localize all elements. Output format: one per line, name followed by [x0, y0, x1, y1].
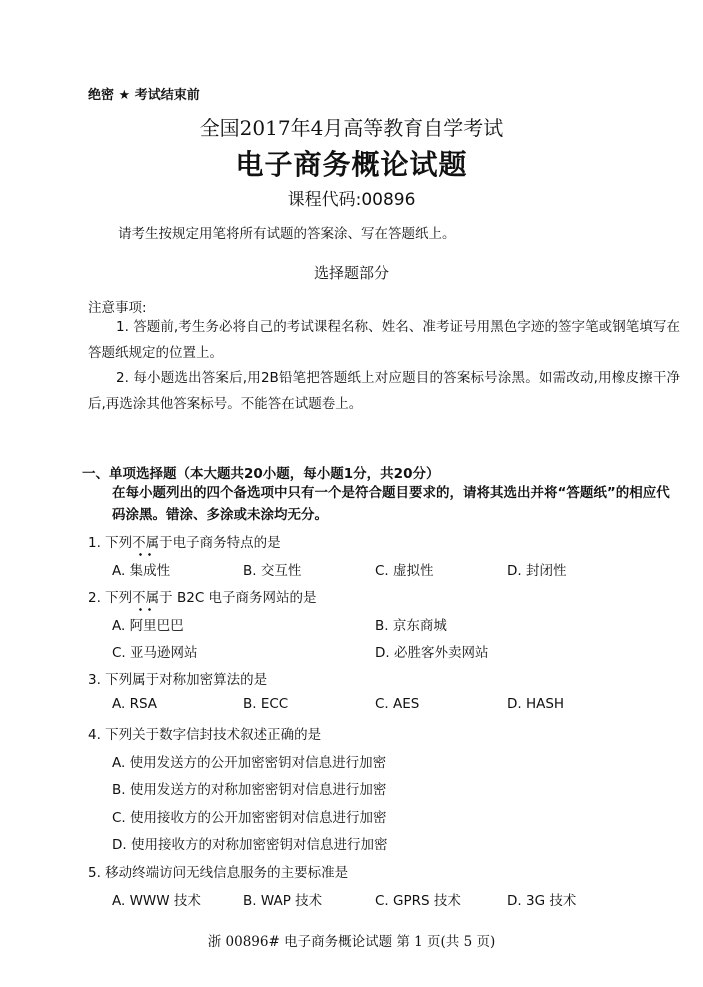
course-code: 课程代码:00896: [287, 190, 416, 210]
question-option: D. 3G 技术: [507, 893, 577, 909]
question-stem: 3. 下列属于对称加密算法的是: [88, 672, 268, 688]
question-option: B. ECC: [243, 696, 289, 712]
question-option: B. WAP 技术: [243, 893, 323, 909]
question-option: D. 必胜客外卖网站: [375, 645, 489, 661]
question-option: C. 虚拟性: [375, 563, 434, 579]
question-option: B. 京东商城: [375, 618, 447, 634]
question-option: C. AES: [375, 696, 420, 712]
question-stem: 1. 下列不属于电子商务特点的是: [88, 531, 281, 551]
question-option: C. 亚马逊网站: [112, 645, 198, 661]
answer-instruction: 请考生按规定用笔将所有试题的答案涂、写在答题纸上。: [118, 226, 456, 242]
confidential-label: 绝密 ★ 考试结束前: [88, 88, 200, 103]
part-description: 在每小题列出的四个备选项中只有一个是符合题目要求的，请将其选出并将“答题纸”的相应代码涂黑。错涂、多涂或未涂均无分。: [112, 485, 670, 523]
question-option: A. RSA: [112, 696, 158, 712]
question-option: A. 集成性: [112, 563, 171, 579]
question-stem: 4. 下列关于数字信封技术叙述正确的是: [88, 727, 322, 743]
question-stem: 2. 下列不属于 B2C 电子商务网站的是: [88, 586, 317, 606]
emphasis-dots: 不属: [132, 586, 159, 606]
emphasis-dots: 不属: [132, 531, 159, 551]
question-option: B. 交互性: [243, 563, 302, 579]
notes-title: 注意事项:: [88, 300, 147, 316]
question-option: D. 使用接收方的对称加密密钥对信息进行加密: [112, 837, 388, 853]
subject-title: 电子商务概论试题: [235, 148, 468, 181]
question-option: A. 使用发送方的公开加密密钥对信息进行加密: [112, 755, 387, 771]
note-item: 1. 答题前,考生务必将自己的考试课程名称、姓名、准考证号用黑色字迹的签字笔或钢笔填写在答题纸规定的位置上。: [88, 319, 680, 361]
question-option: D. 封闭性: [507, 563, 567, 579]
question-option: A. WWW 技术: [112, 893, 201, 909]
question-option: C. GPRS 技术: [375, 893, 461, 909]
section-title: 选择题部分: [313, 264, 389, 282]
question-option: A. 阿里巴巴: [112, 618, 184, 634]
question-option: B. 使用发送方的对称加密密钥对信息进行加密: [112, 782, 387, 798]
part-heading: 一、单项选择题（本大题共20小题，每小题1分，共20分）: [82, 466, 440, 482]
question-stem: 5. 移动终端访问无线信息服务的主要标准是: [88, 865, 349, 881]
note-item: 2. 每小题选出答案后,用2B铅笔把答题纸上对应题目的答案标号涂黑。如需改动,用橡皮擦干净后,再选涂其他答案标号。不能答在试题卷上。: [88, 370, 680, 412]
question-option: D. HASH: [507, 696, 565, 712]
page-footer: 浙 00896# 电子商务概论试题 第 1 页(共 5 页): [207, 934, 496, 950]
question-option: C. 使用接收方的公开加密密钥对信息进行加密: [112, 810, 387, 826]
exam-title: 全国2017年4月高等教育自学考试: [199, 116, 504, 140]
